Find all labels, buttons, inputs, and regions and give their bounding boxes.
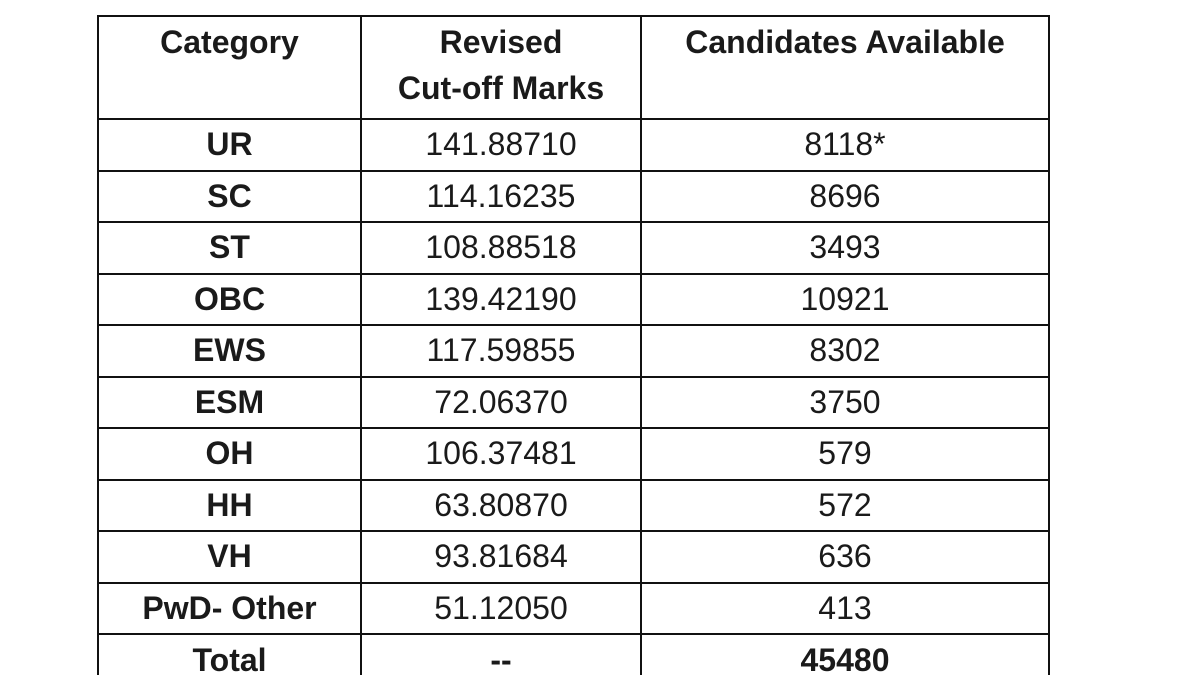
category-cell: OBC	[98, 274, 361, 326]
header-candidates-label: Candidates Available	[685, 24, 1005, 60]
header-cutoff	[361, 16, 641, 119]
cutoff-cell: 63.80870	[361, 480, 641, 532]
table-row	[98, 274, 1049, 326]
cutoff-cell: 106.37481	[361, 428, 641, 480]
category-cell: ST	[98, 222, 361, 274]
total-label-cell: Total	[98, 634, 361, 675]
candidates-cell: 636	[641, 531, 1049, 583]
table-row	[98, 377, 1049, 429]
cutoff-cell: 51.12050	[361, 583, 641, 635]
total-cutoff-cell: --	[361, 634, 641, 675]
table-row	[98, 325, 1049, 377]
table-row	[98, 119, 1049, 171]
candidates-cell: 3750	[641, 377, 1049, 429]
header-cutoff-line1: Revised	[439, 24, 563, 60]
category-cell: HH	[98, 480, 361, 532]
header-candidates	[641, 16, 1049, 119]
table-row	[98, 583, 1049, 635]
table-header-row	[98, 16, 1049, 119]
candidates-cell: 10921	[641, 274, 1049, 326]
candidates-cell: 572	[641, 480, 1049, 532]
category-cell: SC	[98, 171, 361, 223]
table-row	[98, 480, 1049, 532]
cutoff-cell: 117.59855	[361, 325, 641, 377]
category-cell: ESM	[98, 377, 361, 429]
candidates-cell: 8302	[641, 325, 1049, 377]
table-row	[98, 171, 1049, 223]
total-row	[98, 634, 1049, 675]
cutoff-table-container	[97, 15, 1048, 675]
cutoff-cell: 141.88710	[361, 119, 641, 171]
category-cell: OH	[98, 428, 361, 480]
candidates-cell: 3493	[641, 222, 1049, 274]
cutoff-cell: 108.88518	[361, 222, 641, 274]
category-cell: VH	[98, 531, 361, 583]
candidates-cell: 579	[641, 428, 1049, 480]
header-cutoff-line2: Cut-off Marks	[397, 70, 605, 106]
candidates-cell: 413	[641, 583, 1049, 635]
table-row	[98, 531, 1049, 583]
table-row	[98, 222, 1049, 274]
candidates-cell: 8696	[641, 171, 1049, 223]
category-cell: UR	[98, 119, 361, 171]
header-category	[98, 16, 361, 119]
candidates-cell: 8118*	[641, 119, 1049, 171]
category-cell: EWS	[98, 325, 361, 377]
cutoff-cell: 93.81684	[361, 531, 641, 583]
category-cell: PwD- Other	[98, 583, 361, 635]
cutoff-cell: 72.06370	[361, 377, 641, 429]
cutoff-cell: 139.42190	[361, 274, 641, 326]
total-candidates-cell: 45480	[641, 634, 1049, 675]
cutoff-table	[97, 15, 1050, 675]
header-category-label: Category	[160, 24, 299, 60]
table-row	[98, 428, 1049, 480]
cutoff-cell: 114.16235	[361, 171, 641, 223]
